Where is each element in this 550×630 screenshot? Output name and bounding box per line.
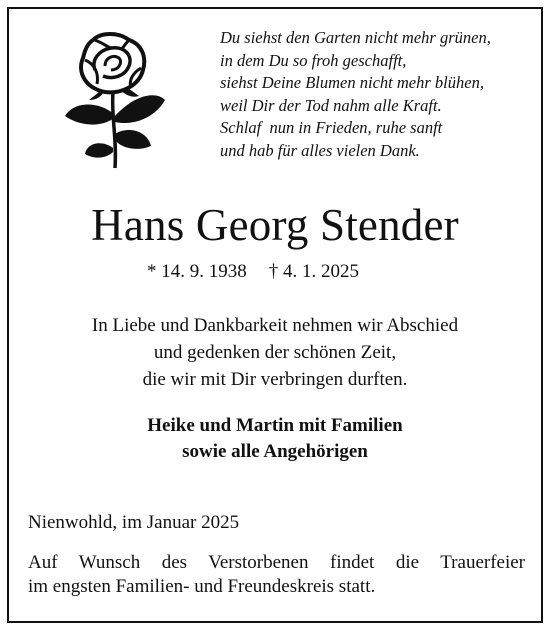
mourners-line: Heike und Martin mit Familien <box>147 415 403 436</box>
death-date: † 4. 1. 2025 <box>268 261 359 282</box>
poem-line: Schlaf nun in Frieden, ruhe sanft <box>220 118 443 138</box>
memorial-poem <box>220 27 540 163</box>
mourners-line: sowie alle Angehörigen <box>182 441 368 462</box>
farewell-text <box>0 312 550 393</box>
place-and-date: Nienwohld, im Januar 2025 <box>28 512 240 533</box>
mourners <box>0 413 550 465</box>
deceased-name: Hans Georg Stender <box>91 200 459 250</box>
farewell-line: und gedenken der schönen Zeit, <box>153 342 397 363</box>
farewell-line: die wir mit Dir verbringen durften. <box>142 369 408 390</box>
poem-line: weil Dir der Tod nahm alle Kraft. <box>220 95 442 115</box>
funeral-notice <box>28 551 525 599</box>
farewell-line: In Liebe und Dankbarkeit nehmen wir Abschied <box>91 315 459 336</box>
rose-icon <box>55 30 175 170</box>
poem-line: und hab für alles vielen Dank. <box>220 140 420 160</box>
poem-line: Du siehst den Garten nicht mehr grünen, <box>220 28 491 47</box>
notice-line: im engsten Familien- und Freundeskreis statt. <box>28 576 376 597</box>
notice-line: Auf Wunsch des Verstorbenen findet die Trauerfeier <box>28 552 525 573</box>
life-dates <box>147 260 359 284</box>
birth-date: * 14. 9. 1938 <box>147 261 247 282</box>
poem-line: siehst Deine Blumen nicht mehr blühen, <box>220 73 484 93</box>
poem-line: in dem Du so froh geschafft, <box>220 50 407 70</box>
